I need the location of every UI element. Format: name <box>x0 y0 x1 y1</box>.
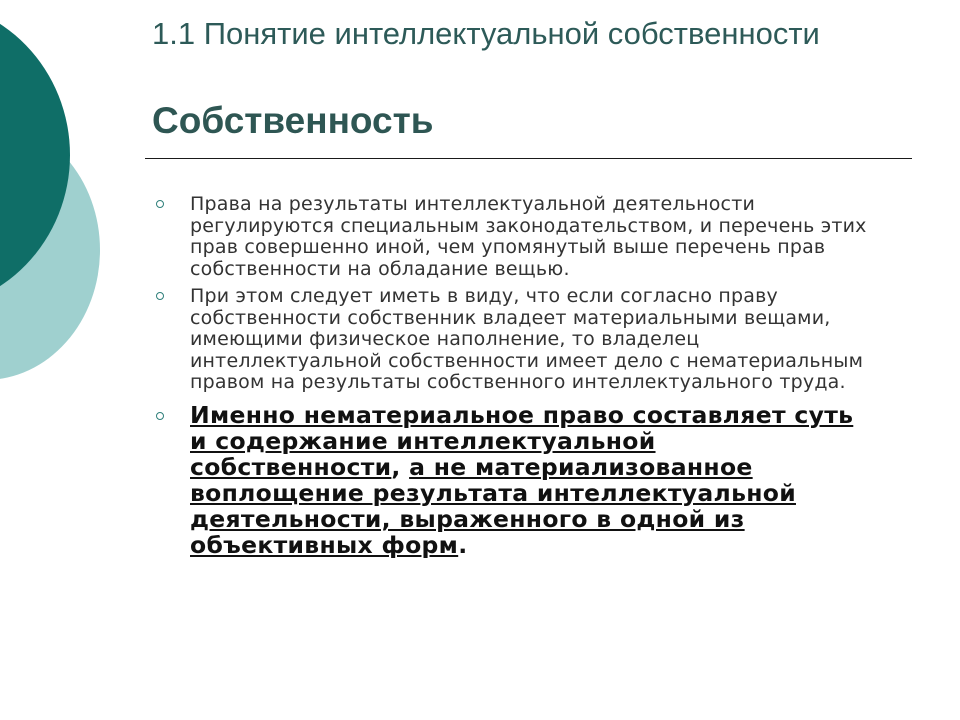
hollow-circle-icon <box>156 292 164 300</box>
bullet-item <box>152 194 872 280</box>
emphasis-separator: , <box>391 452 410 481</box>
bullet-text: Права на результаты интеллектуальной деятельности регулируются специальным законодательством, и перечень этих прав совершенно иной, чем упомянутый выше перечень прав собственности на обладание вещью. <box>190 193 867 280</box>
emphasis-end: . <box>458 530 468 559</box>
bullet-text: При этом следует иметь в виду, что если согласно праву собственности собственник владеет материальными вещами, имеющими физическое наполнение, то владелец интеллектуальной собственности имеет дело с нематериальным правом на результаты собственного интеллектуального труда. <box>190 285 864 393</box>
emphasis-part-2: а не материализованное воплощение результата интеллектуальной деятельности, выраженного в одной из объективных форм <box>190 452 796 559</box>
hollow-circle-icon <box>156 200 164 208</box>
title-divider <box>145 158 912 159</box>
bullet-text-emphasis <box>190 402 872 558</box>
section-title: 1.1 Понятие интеллектуальной собственности <box>152 16 820 51</box>
hollow-circle-icon <box>156 412 164 420</box>
slide-title: Собственность <box>152 100 434 141</box>
bullet-item <box>152 286 872 394</box>
bullet-item-emphasis <box>152 402 872 558</box>
bullet-list <box>152 194 872 558</box>
emphasis-part-1: Именно нематериальное право составляет суть и содержание интеллектуальной собственности <box>190 400 854 481</box>
